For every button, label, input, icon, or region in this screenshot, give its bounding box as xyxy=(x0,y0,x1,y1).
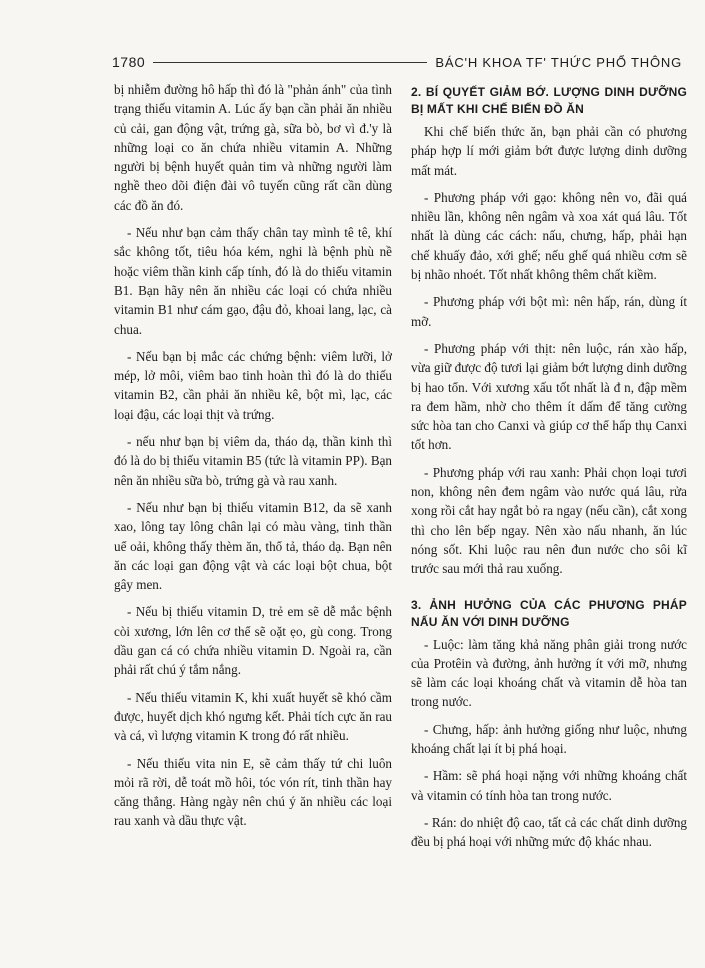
paragraph: - Nếu thiếu vita nin E, sẽ cảm thấy tứ chi luôn mỏi rã rời, dễ toát mồ hôi, tóc vón rít, tinh thần hay căng thẳng. Hàng ngày nên chú ý ăn nhiều các loại rau xanh và dầu thực vật. xyxy=(114,755,392,829)
paragraph: - Phương pháp với thịt: nên luộc, rán xào hấp, vừa giữ được độ tươi lại giảm bớt lượng dinh dưỡng bị hao tổn. Với xương xấu tốt nhất là đ n, đập mềm ra đem hầm, nhờ cho thêm ít dấm để tăng cường sức hòa tan cho Canxi và giúp cơ thể hấp thụ Canxi tốt hơn. xyxy=(411,340,687,453)
book-title: BÁC'H KHOA TF' THỨC PHỔ THÔNG xyxy=(435,54,682,70)
header-rule xyxy=(153,62,427,63)
paragraph: Khi chế biến thức ăn, bạn phải cần có phương pháp hợp lí mới giảm bớt được lượng dinh dưỡng mất mát. xyxy=(411,124,687,178)
page-header xyxy=(112,52,682,72)
paragraph: - Hầm: sẽ phá hoại nặng với những khoáng chất và vitamin có tính hòa tan trong nước. xyxy=(411,768,687,803)
paragraph: - Nếu bị thiếu vitamin D, trẻ em sẽ dễ mắc bệnh còi xương, lớn lên cơ thể sẽ oặt ẹo, gù cong. Trong dầu gan cá có chứa nhiều vitamin D. Ngoài ra, cần phải rất chú ý tắm nắng. xyxy=(114,604,392,678)
paragraph: - Nếu như bạn bị thiếu vitamin B12, da sẽ xanh xao, lông tay lông chân lại có màu vàng, tinh thần uể oải, không thấy thèm ăn, thổ tả, tháo dạ. Bạn nên ăn các loại gan động vật và các loại bột chua, bột gây men. xyxy=(114,499,392,593)
paragraph: - Chưng, hấp: ảnh hưởng giống như luộc, nhưng khoáng chất lại ít bị phá hoại. xyxy=(411,721,687,757)
paragraph: - Phương pháp với rau xanh: Phải chọn loại tươi non, không nên đem ngâm vào nước quá lâu, rửa xong rồi cắt hay ngắt bỏ ra ngay (nếu cần), cắt xong thì cho lên bếp ngay. Nên xào nấu nhanh, ăn lúc nóng sốt. Khi luộc rau nên đun nước cho sôi kĩ trước sau mới thả rau xuống. xyxy=(411,464,687,577)
paragraph: - nếu như bạn bị viêm da, tháo dạ, thần kinh thì đó là do bị thiếu vitamin B5 (tức là vitamin PP). Bạn nên ăn nhiều sữa bò, trứng gà và rau xanh. xyxy=(114,434,392,488)
paragraph: - Rán: do nhiệt độ cao, tất cả các chất dinh dưỡng đều bị phá hoại với những mức độ khác nhau. xyxy=(411,814,687,850)
paragraph: bị nhiễm đường hô hấp thì đó là "phản ánh" của tình trạng thiếu vitamin A. Lúc ấy bạn cần phải ăn nhiều củ cải, gan động vật, trứng gà, sữa bò, bơ vì đ.'y là những loại co ăn chứa nhiều vitamin A. Những người bị bệnh huyết quản tim và những người làm nghề theo dõi điện đài vô tuyến cũng rất cần dùng các đồ ăn đó. xyxy=(114,82,392,213)
section-heading: 3. ẢNH HƯỞNG CỦA CÁC PHƯƠNG PHÁP NẤU ĂN VỚI DINH DƯỠNG xyxy=(411,597,687,629)
left-column xyxy=(114,80,392,839)
right-column xyxy=(411,80,687,860)
paragraph: - Phương pháp với gạo: không nên vo, đãi quá nhiều lần, không nên ngâm và xoa xát quá lâu. Tốt nhất là dùng các cách: nấu, chưng, hấp, phải hạn chế khuấy đảo, xới ghế; nếu ghế quá nhiều cơm sẽ bị nhão nhoét. Tốt nhất không thêm chất kiềm. xyxy=(411,189,687,283)
section-heading: 2. BÍ QUYẾT GIẢM BỚ. LƯỢNG DINH DƯỠNG BỊ MẤT KHI CHẾ BIẾN ĐỒ ĂN xyxy=(411,85,687,116)
paragraph: - Nếu bạn bị mắc các chứng bệnh: viêm lưỡi, lở mép, lở môi, viêm bao tinh hoàn thì đó là do thiếu vitamin B2, cần phải ăn nhiều kê, bột mì, lạc, các loại đậu, các loại thịt và trứng. xyxy=(114,348,392,422)
paragraph: - Nếu thiếu vitamin K, khi xuất huyết sẽ khó cầm được, huyết dịch khó ngưng kết. Phải tích cực ăn rau và cá, vì lượng vitamin K trong đó rất nhiều. xyxy=(114,689,392,744)
paragraph: - Luộc: làm tăng khả năng phân giải trong nước của Protêin và đường, ảnh hưởng ít với mỡ, nhưng sẽ làm các loại khoáng chất và vitamin dễ hòa tan trong nước. xyxy=(411,636,687,710)
paragraph: - Phương pháp với bột mì: nên hấp, rán, dùng ít mỡ. xyxy=(411,294,687,329)
page-number: 1780 xyxy=(112,54,146,70)
paragraph: - Nếu như bạn cảm thấy chân tay mình tê tê, khí sắc không tốt, tiêu hóa kém, nghi là bệnh phù nề hoặc viêm thần kinh cấp tính, đó là do thiếu vitamin B1. Bạn hãy nên ăn nhiều các loại có chứa nhiều vitamin B1 như cám gạo, đậu đỏ, khoai lang, lạc, cà chua. xyxy=(114,225,392,337)
